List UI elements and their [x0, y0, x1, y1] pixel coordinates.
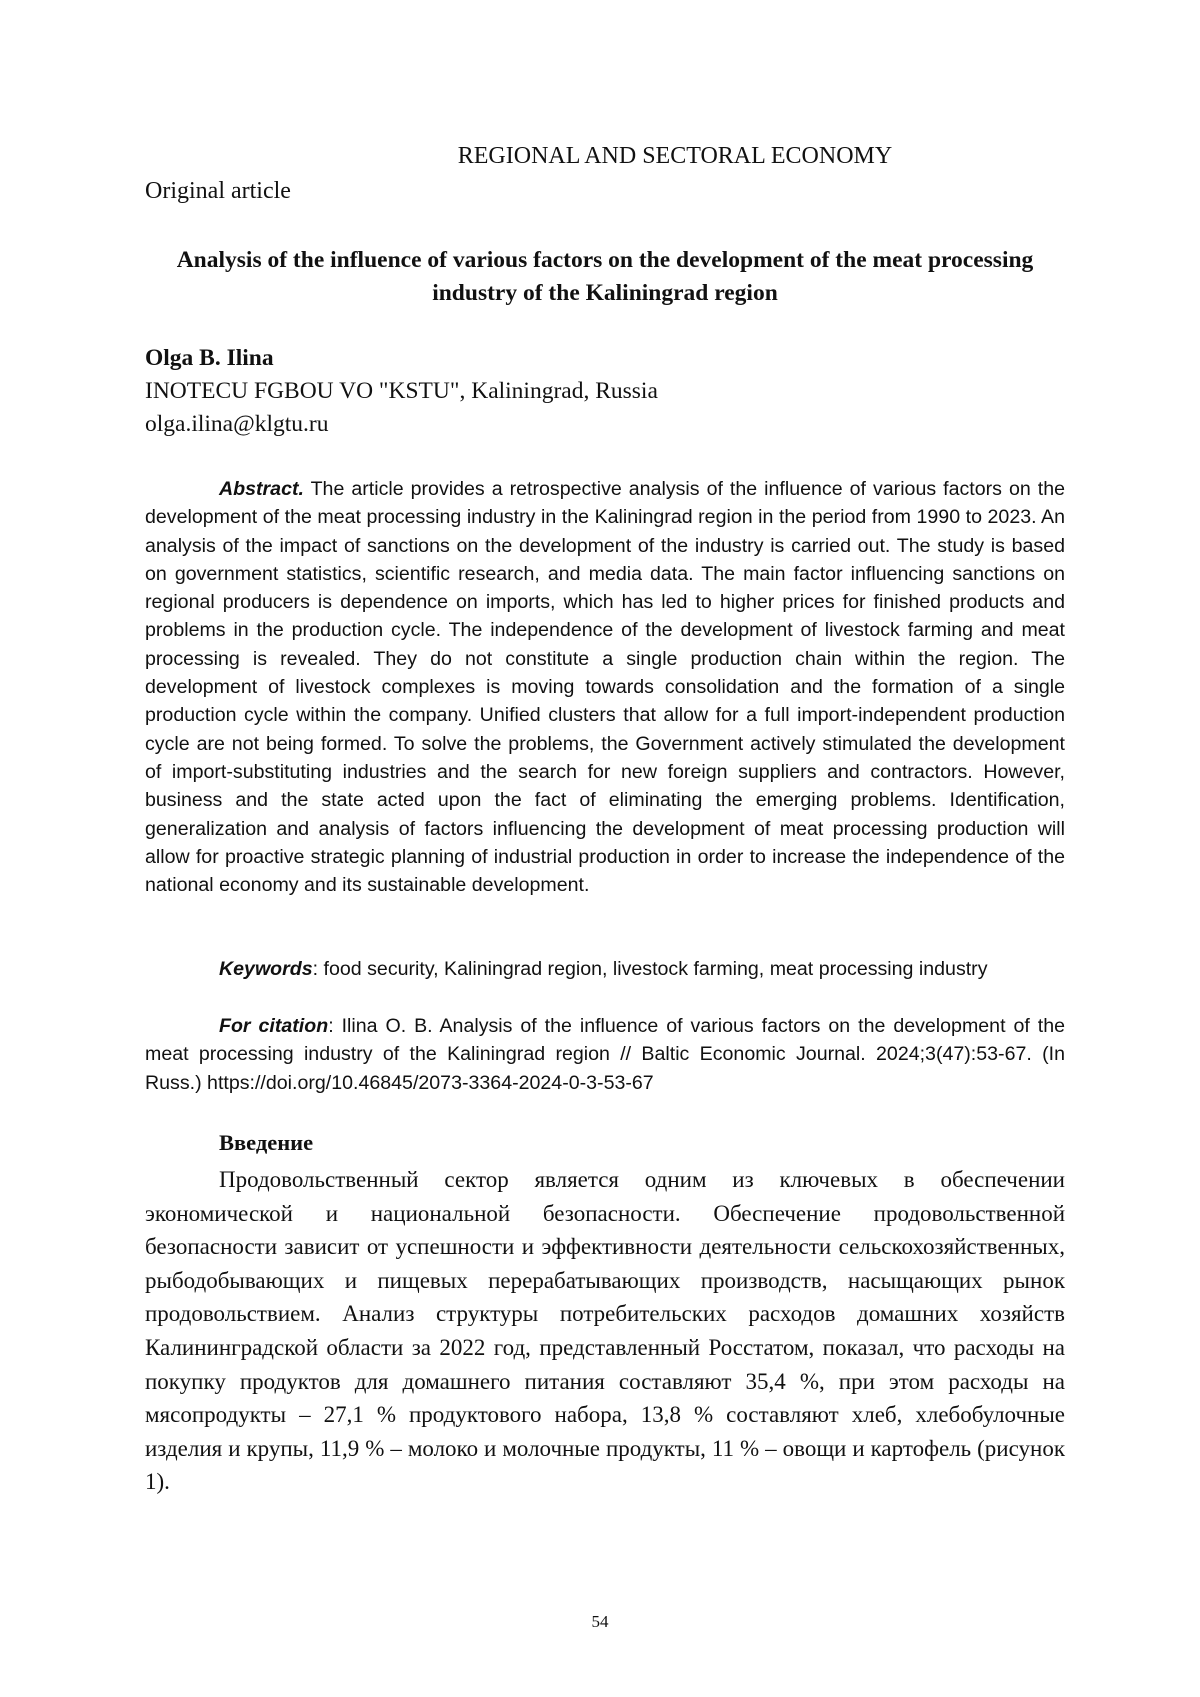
page-number: 54: [591, 1612, 609, 1631]
abstract-paragraph: [145, 475, 1065, 899]
keywords-text: : food security, Kaliningrad region, livestock farming, meat processing industry: [312, 958, 988, 980]
author-affiliation: INOTECU FGBOU VO "KSTU", Kaliningrad, Russia: [145, 378, 658, 404]
keywords-paragraph: [145, 955, 1065, 983]
introduction-heading: Введение: [219, 1130, 314, 1155]
citation-text: : Ilina O. B. Analysis of the influence of various factors on the development of the meat processing industry of the Kaliningrad region // Baltic Economic Journal. 2024;3(47):53-67. (In Russ.) https://doi.org/10.46845/2073-3364-2024-0-3-53-67: [145, 1015, 1065, 1094]
citation-label: For citation: [219, 1015, 329, 1037]
author-name: Olga B. Ilina: [145, 345, 274, 371]
author-email: olga.ilina@klgtu.ru: [145, 411, 329, 437]
article-title: Analysis of the influence of various factors on the development of the meat processing industry of the Kaliningrad region: [176, 247, 1034, 306]
article-type: Original article: [145, 178, 291, 204]
abstract-text: The article provides a retrospective analysis of the influence of various factors on the development of the meat processing industry in the Kaliningrad region in the period from 1990 to 2023. An analysis of the impact of sanctions on the development of the industry is carried out. The study is based on government statistics, scientific research, and media data. The main factor influencing sanctions on regional producers is dependence on imports, which has led to higher prices for finished products and problems in the production cycle. The independence of the development of livestock farming and meat processing is revealed. They do not constitute a single production chain within the region. The development of livestock complexes is moving towards consolidation and the formation of a single production cycle within the company. Unified clusters that allow for a full import-independent production cycle are not being formed. To solve the problems, the Government actively stimulated the development of import-substituting industries and the search for new foreign suppliers and contractors. However, business and the state acted upon the fact of eliminating the emerging problems. Identification, generalization and analysis of factors influencing the development of meat processing production will allow for proactive strategic planning of industrial production in order to increase the independence of the national economy and its sustainable development.: [145, 478, 1065, 897]
abstract-label: Abstract.: [219, 478, 304, 500]
citation-paragraph: [145, 1012, 1065, 1097]
section-heading: REGIONAL AND SECTORAL ECONOMY: [457, 143, 893, 169]
introduction-paragraph: Продовольственный сектор является одним из ключевых в обеспечении экономической и национальной безопасности. Обеспечение продовольственной безопасности зависит от успешности и эффективности деятельности сельскохозяйственных, рыбодобывающих и пищевых перерабатывающих производств, насыщающих рынок продовольствием. Анализ структуры потребительских расходов домашних хозяйств Калининградской области за 2022 год, представленный Росстатом, показал, что расходы на покупку продуктов для домашнего питания составляют 35,4 %, при этом расходы на мясопродукты – 27,1 % продуктового набора, 13,8 % составляют хлеб, хлебобулочные изделия и крупы, 11,9 % – молоко и молочные продукты, 11 % – овощи и картофель (рисунок 1).: [145, 1167, 1065, 1495]
keywords-label: Keywords: [219, 958, 313, 980]
